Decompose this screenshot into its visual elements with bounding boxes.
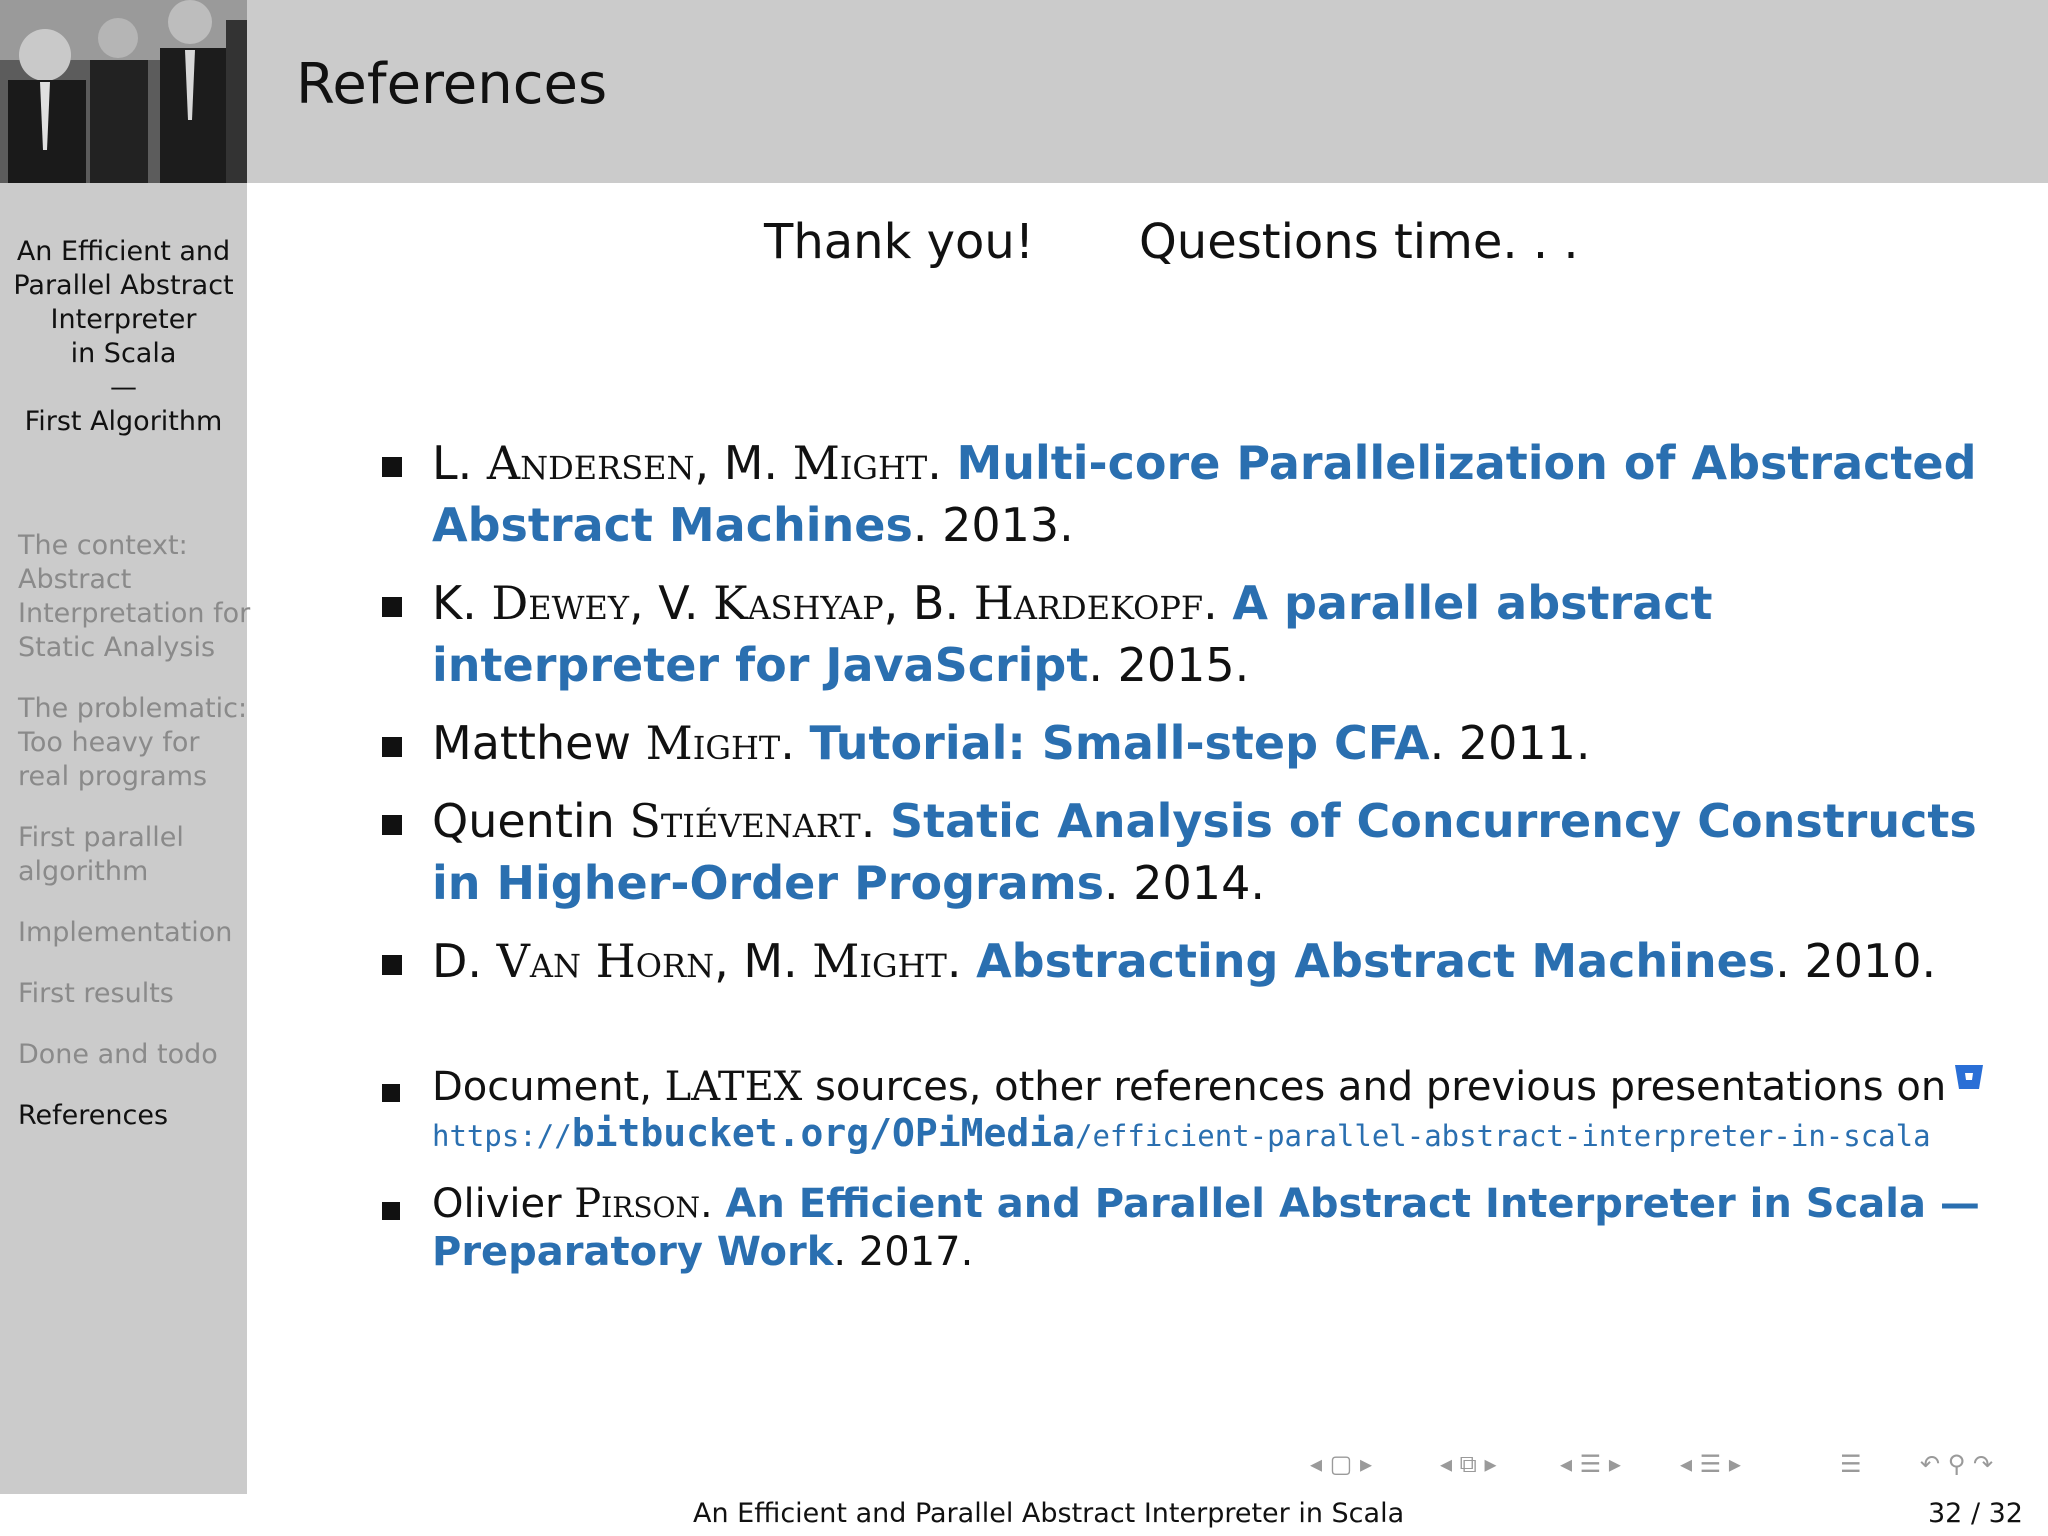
- nav-item-label: First results: [18, 978, 174, 1009]
- url-domain: bitbucket.org/OPiMedia: [571, 1111, 1076, 1155]
- presentation-title-line: First Algorithm: [24, 406, 223, 437]
- nav-item-label: First parallel: [18, 822, 184, 853]
- nav-item-implementation[interactable]: [18, 916, 246, 950]
- bullet-icon: [382, 1202, 400, 1220]
- reference-item: [378, 790, 1998, 914]
- author-surname: Hardekopf: [973, 576, 1204, 630]
- reference-item: [378, 712, 1998, 774]
- section-nav: [18, 529, 251, 1160]
- author-surname: Might: [792, 436, 928, 490]
- header-photo: [0, 0, 247, 183]
- author-given: , V.: [629, 576, 714, 630]
- presentation-title-line: Parallel Abstract: [13, 270, 234, 301]
- thanks-line: [247, 214, 2048, 274]
- author-given: K.: [432, 576, 492, 630]
- thank-you-text: Thank you!: [764, 214, 1035, 270]
- latex-logo: LATEX: [664, 1064, 803, 1110]
- sources-text: sources, other references and previous presentations on: [802, 1064, 1947, 1110]
- nav-item-first-results[interactable]: [18, 977, 246, 1011]
- header-bar: [0, 0, 2048, 183]
- reference-link[interactable]: Abstracting Abstract Machines: [976, 934, 1776, 988]
- bullet-icon: [382, 457, 402, 477]
- nav-item-label: The problematic:: [18, 693, 248, 724]
- nav-item-label: Done and todo: [18, 1039, 218, 1070]
- reference-item: [378, 432, 1998, 556]
- subsubsection-nav-icon[interactable]: ◂ ☰ ▸: [1680, 1450, 1741, 1478]
- reference-year: . 2011.: [1429, 716, 1591, 770]
- nav-item-references[interactable]: [18, 1099, 246, 1133]
- nav-item-context[interactable]: [18, 529, 251, 665]
- separator: .: [1203, 576, 1233, 630]
- presentation-title-line: —: [110, 372, 137, 403]
- frame-nav-icon[interactable]: ◂ ▢ ▸: [1310, 1450, 1373, 1478]
- references-list: [378, 432, 1998, 1292]
- author-surname: Andersen: [486, 436, 695, 490]
- author-surname: Might: [645, 716, 781, 770]
- nav-item-label: The context:: [18, 530, 188, 561]
- bitbucket-icon[interactable]: [1954, 1062, 1984, 1092]
- nav-item-label: Abstract: [18, 564, 132, 595]
- back-forward-search-icon[interactable]: ↶ ⚲ ↷: [1920, 1450, 1994, 1478]
- document-nav-icon[interactable]: ☰: [1840, 1450, 1862, 1478]
- presentation-title: [0, 235, 247, 439]
- bullet-icon: [382, 737, 402, 757]
- author-surname: Dewey: [491, 576, 630, 630]
- page-number: 32 / 32: [1928, 1498, 2023, 1529]
- presentation-title-line: An Efficient and: [16, 236, 231, 267]
- separator: .: [699, 1181, 726, 1227]
- url-path: /efficient-parallel-abstract-interpreter-in-scala: [1075, 1119, 1931, 1153]
- reference-item-sources: [378, 1062, 1998, 1158]
- footer: [0, 1494, 2048, 1536]
- author-given: , M.: [694, 436, 793, 490]
- nav-item-label: algorithm: [18, 856, 149, 887]
- reference-item: [378, 930, 1998, 992]
- section-nav-icon[interactable]: ◂ ☰ ▸: [1560, 1450, 1621, 1478]
- presentation-title-line: in Scala: [70, 338, 177, 369]
- reference-year: . 2017.: [833, 1229, 974, 1275]
- nav-item-problematic[interactable]: [18, 692, 246, 794]
- separator: .: [860, 794, 890, 848]
- author-surname: Pirson: [574, 1181, 700, 1227]
- separator: .: [927, 436, 957, 490]
- reference-item: [378, 572, 1998, 696]
- separator: .: [946, 934, 977, 988]
- url-scheme: https://: [432, 1119, 572, 1153]
- questions-text: Questions time. . .: [1139, 214, 1579, 270]
- reference-year: . 2013.: [912, 498, 1074, 552]
- reference-link[interactable]: Tutorial: Small-step CFA: [809, 716, 1430, 770]
- nav-item-label: Interpretation for: [18, 598, 251, 629]
- bullet-icon: [382, 955, 402, 975]
- nav-item-first-parallel-algorithm[interactable]: [18, 821, 246, 889]
- bullet-icon: [382, 597, 402, 617]
- reference-link[interactable]: Static Analysis of Concurrency Constructs in Higher-Order Programs: [432, 794, 1977, 910]
- nav-item-label: Too heavy for: [18, 727, 200, 758]
- reference-link[interactable]: A parallel abstract interpreter for JavaScript: [432, 576, 1713, 692]
- author-given: , M.: [714, 934, 813, 988]
- author-surname: Stiévenart: [629, 794, 861, 848]
- bullet-icon: [382, 815, 402, 835]
- reference-year: . 2015.: [1088, 638, 1250, 692]
- subsection-nav-icon[interactable]: ◂ ⧉ ▸: [1440, 1450, 1497, 1478]
- separator: .: [780, 716, 810, 770]
- nav-item-label: References: [18, 1100, 169, 1131]
- reference-year: . 2014.: [1104, 856, 1265, 910]
- author-given: Quentin: [432, 794, 630, 848]
- bullet-icon: [382, 1084, 400, 1102]
- author-given: L.: [432, 436, 487, 490]
- beamer-nav-bar: [1310, 1450, 2030, 1480]
- sources-text: Document,: [432, 1064, 665, 1110]
- author-given: , B.: [883, 576, 974, 630]
- reference-item: [378, 1180, 1998, 1276]
- author-given: Matthew: [432, 716, 646, 770]
- bitbucket-url[interactable]: [432, 1111, 1998, 1158]
- author-surname: Kashyap: [713, 576, 884, 630]
- nav-item-label: real programs: [18, 761, 208, 792]
- nav-item-label: Static Analysis: [18, 632, 216, 663]
- author-surname: Might: [812, 934, 947, 988]
- reference-link[interactable]: An Efficient and Parallel Abstract Interpreter in Scala — Preparatory Work: [432, 1181, 1980, 1275]
- reference-year: . 2010.: [1775, 934, 1937, 988]
- reference-link[interactable]: Multi-core Parallelization of Abstracted Abstract Machines: [432, 436, 1977, 552]
- author-given: Olivier: [432, 1181, 575, 1227]
- author-given: D.: [432, 934, 497, 988]
- nav-item-done-and-todo[interactable]: [18, 1038, 246, 1072]
- footer-title: An Efficient and Parallel Abstract Interpreter in Scala: [693, 1498, 1405, 1529]
- sidebar: [0, 183, 251, 1494]
- frame-title: References: [296, 52, 608, 117]
- presentation-title-line: Interpreter: [50, 304, 197, 335]
- nav-item-label: Implementation: [18, 917, 233, 948]
- author-surname: Van Horn: [496, 934, 715, 988]
